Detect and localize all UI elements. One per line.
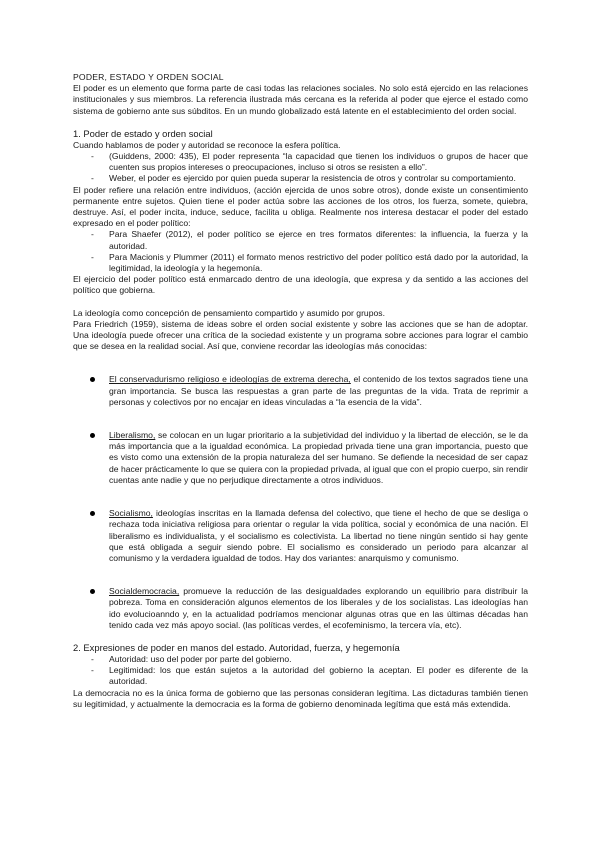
expression-legitimacy: - Legitimidad: los que están sujetos a la autoridad del gobierno la aceptan. El poder es diferente de la autoridad. (73, 665, 528, 687)
ideology-term: Liberalismo, (109, 430, 156, 441)
ideology-term: Socialismo, (109, 508, 153, 519)
intro-paragraph: El poder es un elemento que forma parte de casi todas las relaciones sociales. No solo está ejercido en las relaciones institucionales y sus miembros. La referencia ilustrada más cercana es la referida al poder que ejerce el estado como sistema de gobierno ante sus súbditos. En un mundo globalizado está latente en el establecimiento del orden social. (73, 83, 528, 116)
ideology-description: el contenido de los textos sagrados tiene una gran importancia. Se busca las respuestas a gran parte de las preguntas de la vida. Trata de reprimir a personas y colectivos por no encajar en ideas vinculadas a “la esencia de la vida”. (109, 374, 528, 407)
bullet-icon (90, 433, 95, 438)
ideology-description: promueve la reducción de las desigualdades explorando un equilibrio para distribuir la pobreza. Toma en consideración algunos elementos de los liberales y de los socialistas. Las ideologías han ido evolucioanndo y, en la actualidad podríamos mencionar algunas otras que en las últimas décadas han tenido cada vez más apoyo social. (las políticas verdes, el ecofeminismo, la tercera vía, etc). (109, 586, 528, 630)
ideology-description: se colocan en un lugar prioritario a la subjetividad del individuo y la libertad de elección, se le da más importancia que a la igualdad económica. La propiedad privada tiene una gran importancia, puesto que es visto como una extensión de la propia naturaleza del ser humano. Se defiende la necesidad de ser capaz de hacer prácticamente lo que se quiera con la propiedad privada, al igual que con el propio cuerpo, sin rendir cuentas ante nadie y que no perjudique directamente a otros individuos. (109, 430, 528, 485)
ideology-paragraph: Para Friedrich (1959), sistema de ideas sobre el orden social existente y sobre las acciones que se han de adoptar. Una ideología puede ofrecer una crítica de la sociedad existente y un programa sobre acciones para lograr el cambio que se desea en la realidad social. Así que, conviene recordar las ideologías más conocidas: (73, 318, 528, 352)
ideology-item-socialism (73, 508, 528, 564)
power-relation-paragraph: El poder refiere una relación entre individuos, (acción ejercida de unos sobre otros), donde existe un consentimiento permanente entre sujetos. Quien tiene el poder actúa sobre las acciones de los otros, los fuerza, somete, quiebra, destruye. Así, el poder incita, induce, seduce, facilita u obliga. Realmente nos interesa destacar el poder del estado expresado en el poder político: (73, 184, 528, 229)
document-page (73, 72, 528, 710)
bullet-icon (90, 589, 95, 594)
ideology-item-social-democracy (73, 586, 528, 631)
section-2-closing: La democracia no es la única forma de gobierno que las personas consideran legítima. Las dictaduras también tienen su legitimidad, y actualmente la democracia es la forma de gobierno denominada legítima que está más extendida. (73, 687, 528, 709)
section-1-heading: 1. Poder de estado y orden social (73, 127, 213, 139)
ideology-item-liberalism (73, 430, 528, 486)
ideologies-list (73, 374, 528, 630)
format-shaefer: - Para Shaefer (2012), el poder político se ejerce en tres formatos diferentes: la influencia, la fuerza y la autoridad. (73, 229, 528, 251)
ideology-lead: La ideología como concepción de pensamiento compartido y asumido por grupos. (73, 307, 385, 318)
ideology-term: El conservadurismo religioso e ideologías de extrema derecha, (109, 374, 351, 385)
document-title: PODER, ESTADO Y ORDEN SOCIAL (73, 72, 224, 82)
ideology-item-conservatism (73, 374, 528, 408)
format-macionis-plummer: - Para Macionis y Plummer (2011) el formato menos restrictivo del poder político está dado por la autoridad, la legitimidad, la ideología y la hegemonía. (73, 252, 528, 274)
definitions-list (73, 151, 528, 185)
ideology-description: ideologías inscritas en la llamada defensa del colectivo, que tiene el hecho de que se desliga o rechaza toda iniciativa religiosa para orientar o regular la vida política, social y económica de una nación. El liberalismo es individualista, y el socialismo es colectivista. La libertad no tiene ningún sentido si hay gente que está obligada a seguir siendo pobre. El socialismo es considerado un periodo para alcanzar al comunismo y la verdadera igualdad de todos. Hay dos variantes: anarquismo y comunismo. (109, 508, 528, 563)
bullet-icon (90, 377, 95, 382)
section-2-heading: 2. Expresiones de poder en manos del estado. Autoridad, fuerza, y hegemonía (73, 641, 400, 653)
expression-authority: - Autoridad: uso del poder por parte del gobierno. (73, 654, 528, 665)
state-power-expressions-list (73, 654, 528, 688)
definition-giddens: - (Guiddens, 2000: 435), El poder representa “la capacidad que tienen los individuos o grupos de hacer que cuenten sus propios intereses o preocupaciones, incluso si otros se resisten a ello”. (73, 151, 528, 173)
section-1-lead: Cuando hablamos de poder y autoridad se reconoce la esfera política. (73, 139, 341, 150)
ideology-term: Socialdemocracia, (109, 586, 180, 597)
bullet-icon (90, 511, 95, 516)
section-1-closing: El ejercicio del poder político está enmarcado dentro de una ideología, que expresa y da sentido a las acciones del político que gobierna. (73, 274, 528, 296)
political-power-formats-list (73, 229, 528, 274)
definition-weber: - Weber, el poder es ejercido por quien pueda superar la resistencia de otros y controlar su comportamiento. (73, 173, 528, 184)
